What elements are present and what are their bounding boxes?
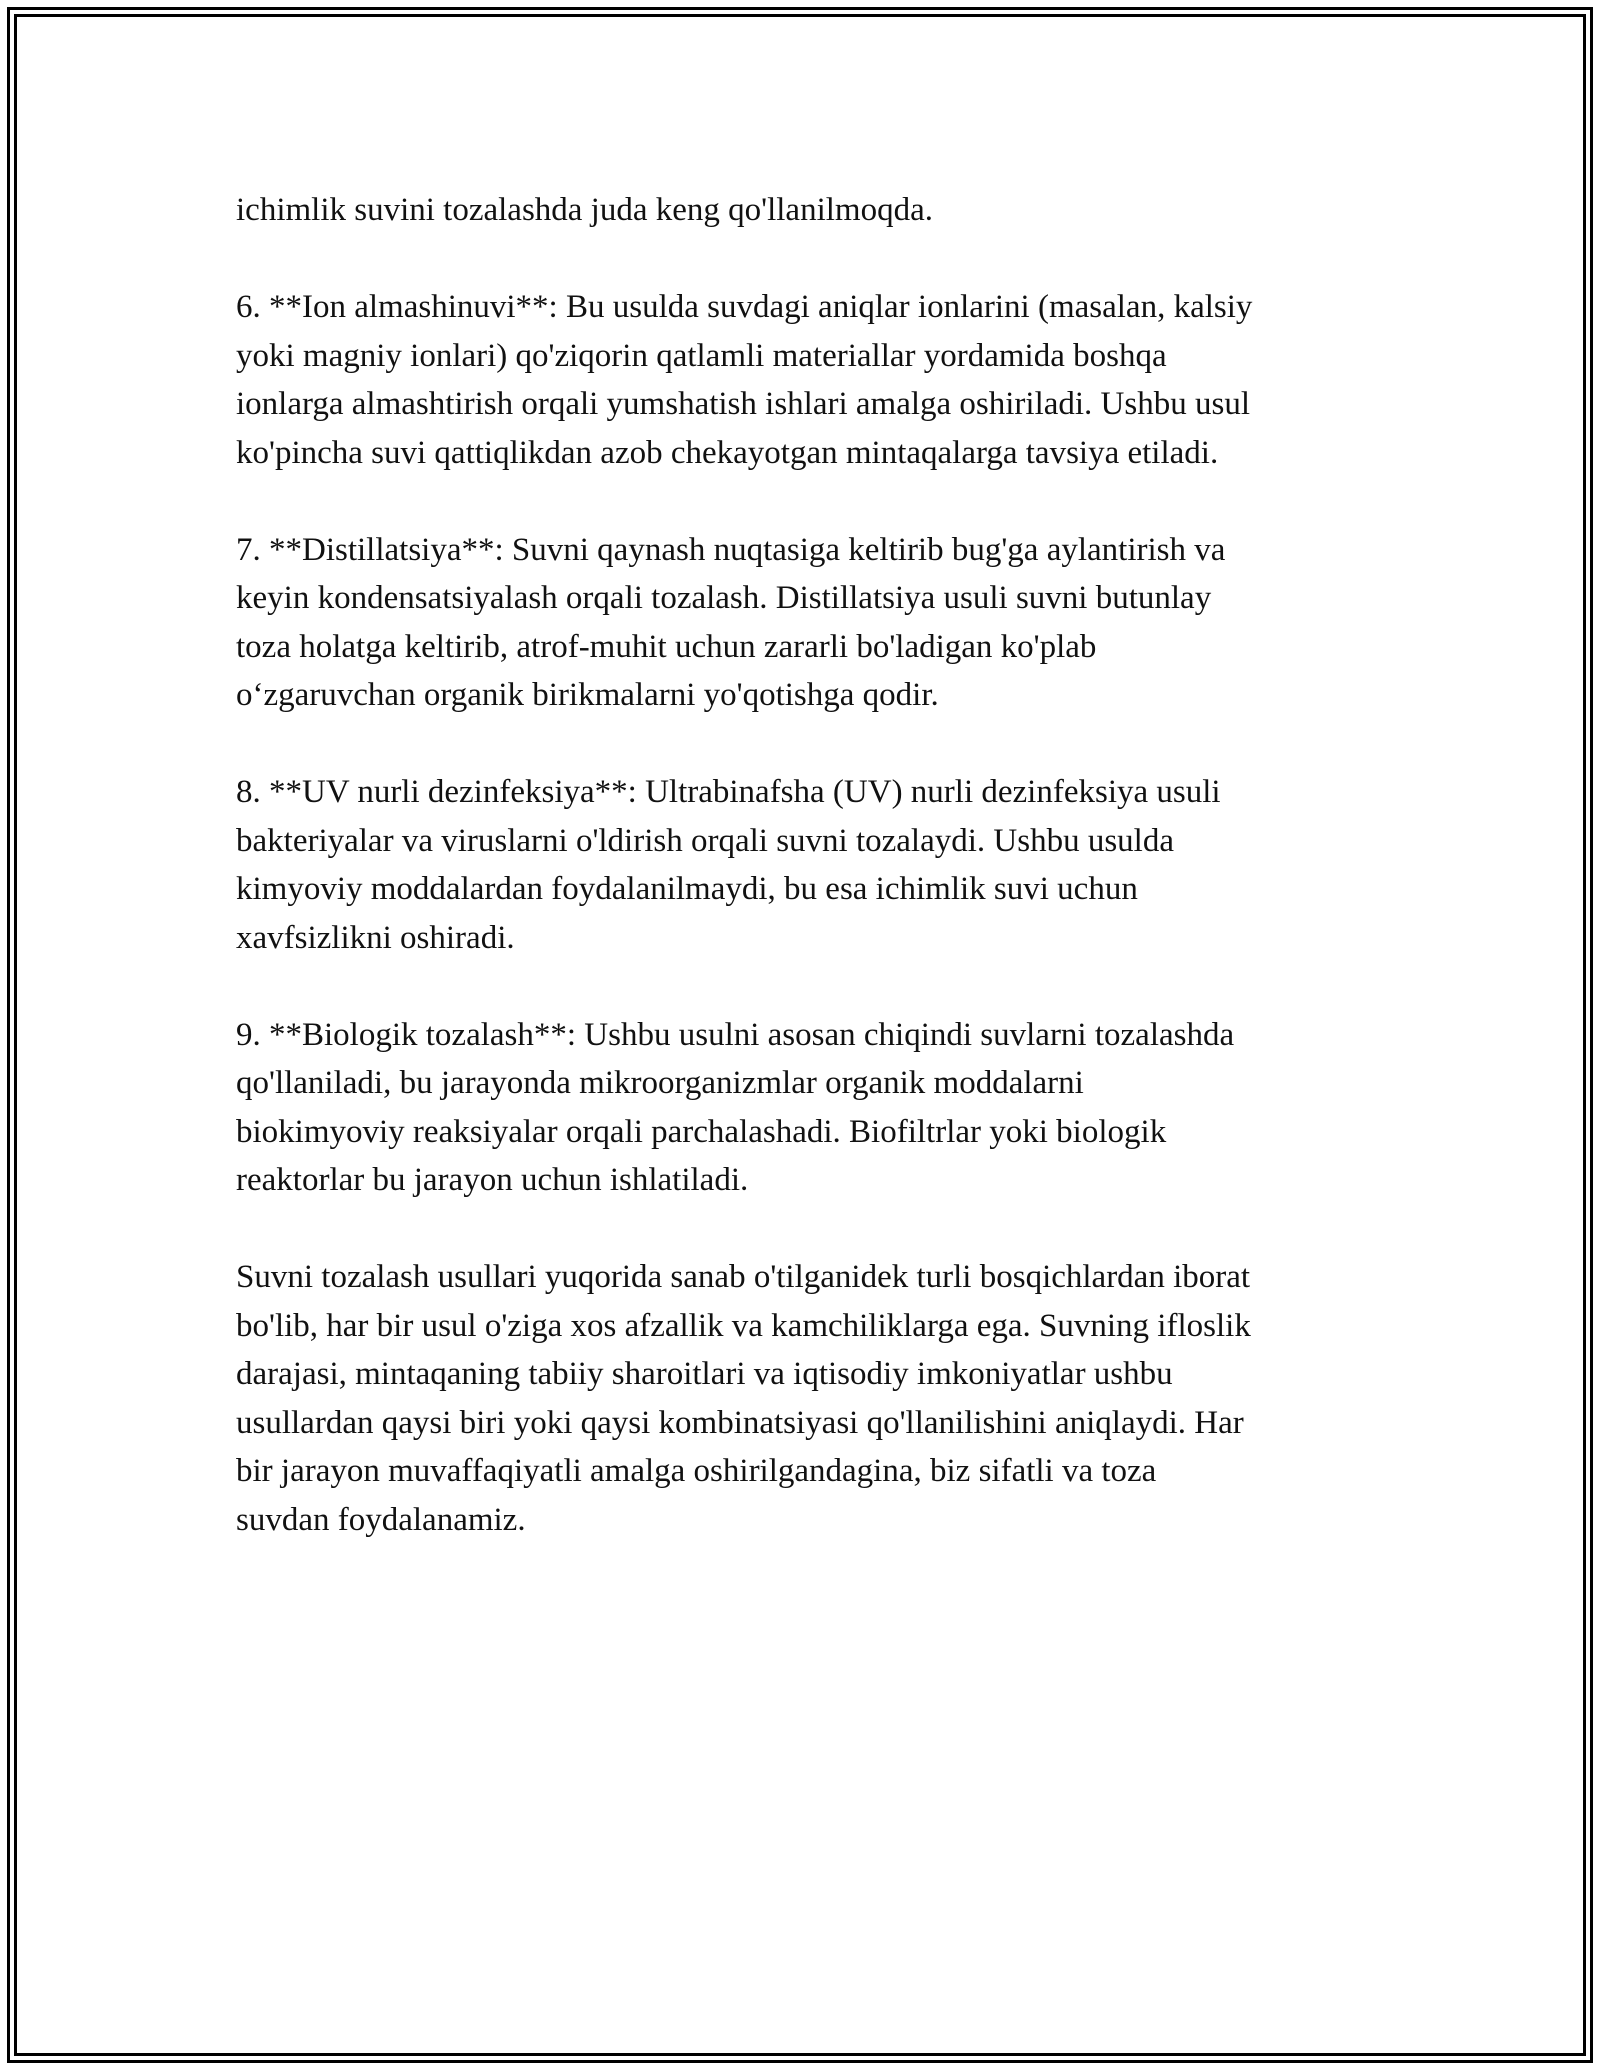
paragraph-distillation: 7. **Distillatsiya**: Suvni qaynash nuqtasiga keltirib bug'ga aylantirish va keyin kondensatsiyalash orqali tozalash. Distillatsiya usuli suvni butunlay toza holatga keltirib, atrof-muhit uchun zararli bo'ladigan ko'plab o‘zgaruvchan organik birikmalarni yo'qotishga qodir. bbox=[236, 531, 1226, 713]
document-body bbox=[236, 186, 1386, 1544]
paragraph-conclusion: Suvni tozalash usullari yuqorida sanab o'tilganidek turli bosqichlardan iborat bo'lib, har bir usul o'ziga xos afzallik va kamchiliklarga ega. Suvning ifloslik darajasi, mintaqaning tabiiy sharoitlari va iqtisodiy imkoniyatlar ushbu usullardan qaysi biri yoki qaysi kombinatsiyasi qo'llanilishini aniqlaydi. Har bir jarayon muvaffaqiyatli amalga oshirilgandagina, biz sifatli va toza suvdan foydalanamiz. bbox=[236, 1259, 1251, 1538]
paragraph-uv-disinfection: 8. **UV nurli dezinfeksiya**: Ultrabinafsha (UV) nurli dezinfeksiya usuli bakteriyalar va viruslarni o'ldirish orqali suvni tozalaydi. Ushbu usulda kimyoviy moddalardan foydalanilmaydi, bu esa ichimlik suvi uchun xavfsizlikni oshiradi. bbox=[236, 774, 1221, 956]
paragraph-biological-treatment: 9. **Biologik tozalash**: Ushbu usulni asosan chiqindi suvlarni tozalashda qo'llaniladi, bu jarayonda mikroorganizmlar organik moddalarni biokimyoviy reaksiyalar orqali parchalashadi. Biofiltrlar yoki biologik reaktorlar bu jarayon uchun ishlatiladi. bbox=[236, 1016, 1235, 1198]
paragraph-ion-exchange: 6. **Ion almashinuvi**: Bu usulda suvdagi aniqlar ionlarini (masalan, kalsiy yoki magniy ionlari) qo'ziqorin qatlamli materiallar yordamida boshqa ionlarga almashtirish orqali yumshatish ishlari amalga oshiriladi. Ushbu usul ko'pincha suvi qattiqlikdan azob chekayotgan mintaqalarga tavsiya etiladi. bbox=[236, 289, 1253, 471]
paragraph-continuation: ichimlik suvini tozalashda juda keng qo'llanilmoqda. bbox=[236, 192, 933, 228]
